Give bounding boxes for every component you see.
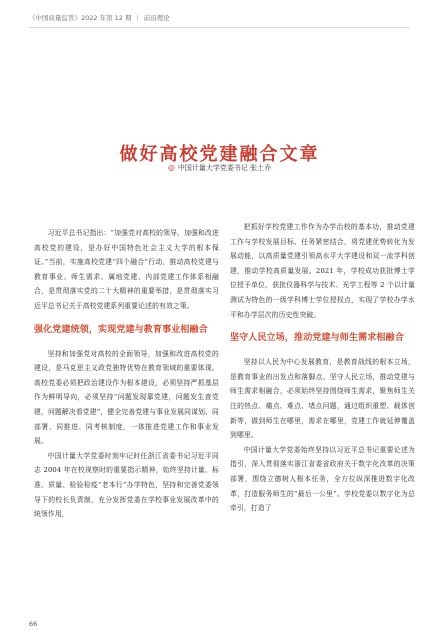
left-column — [34, 226, 219, 522]
section-name: 前沿理论 — [143, 14, 170, 22]
page-number: 66 — [29, 620, 38, 628]
body-paragraph: 中国计量大学党委始终坚持以习近平总书记重要论述为指引，深入贯彻落实浙江省委省政府关于数字化改革的决策部署，围绕立德树人根本任务，全方位纵深推进数字化改革，打造服务师生的“最后一公里”。学校党委以数字化为总牵引，打造了 — [230, 445, 415, 513]
body-paragraph: 中国计量大学党委时刻牢记时任浙江省委书记习近平同志 2004 年在校视察时的重要指示精神，始终坚持计量、标准、质量、检验检疫“老本行”办学特色，坚持和完善党委领导下的校长负责制，充分发挥党委在学校事业发展改革中的统领作用， — [34, 451, 219, 519]
body-paragraph: 坚持以人民为中心发展教育，是教育战线的根本立场，是教育事业的出发点和落脚点。坚守人民立场，推动党建与师生需求相融合，必须始终坚持围绕师生需求，聚焦师生关注的热点、痛点、难点、堵点问题，通过组织重塑、载体创新等，做到师生在哪里，需求在哪里，党建工作就延伸覆盖到哪里。 — [230, 358, 415, 440]
intro-paragraph: 习近平总书记指出：“加强党对高校的领导，加强和改进高校党的建设，是办好中国特色社会主义大学的根本保证。”当前，实施高校党建“四个融合”行动，推动高校党建与教育事业、师生需求、属地党建、内部党建工作体系相融合，是贯彻落实党的二十大精神的重要举措，是贯彻落实习近平总书记关于高校党建系列重要论述的有效之策。 — [34, 229, 219, 310]
right-column — [230, 220, 415, 516]
byline-mark: ◎ — [167, 163, 175, 172]
body-paragraph: 坚持和加强党对高校的全面领导，加强和改进高校党的建设，是马克思主义政党独特优势在教育领域的重要体现。高校党委必须把政治建设作为根本建设，必须坚持严抓基层作为鲜明导向，必须坚持“问题发现靠党建，问题发生查党建，问题解决看党建”，健全完善党建与事业发展同谋划、同部署、同推进、同考核制度，一体推进党建工作和事业发展。 — [34, 349, 219, 446]
article-title: 做好高校党建融合文章 — [119, 144, 320, 166]
section-heading-2: 坚守人民立场，推动党建与师生需求相融合 — [230, 333, 404, 344]
body-paragraph: 把抓好学校党建工作作为办学治校的基本功，推动党建工作与学校发展目标、任务紧密结合，将党建优势转化为发展动能，以高质量党建引领高水平大学建设和双一流学科创建，推动学校高质量发展。2021 年，学校成功获批博士学位授予单位，获批仪器科学与技术、光学工程等 2 个以计量测试为特色的一级学科博士学位授权点，实现了学校办学水平和办学层次的历史性突破。 — [230, 223, 415, 319]
byline — [0, 163, 439, 173]
author-line: 中国计量大学党委书记 张土乔 — [177, 164, 272, 172]
section-heading-1: 强化党建统领，实现党建与教育事业相融合 — [34, 324, 208, 335]
running-head — [29, 13, 170, 22]
header-separator: | — [136, 14, 139, 22]
journal-issue: 《中国质量监管》2022 年第 12 期 — [29, 14, 132, 22]
header-rule — [29, 27, 410, 28]
